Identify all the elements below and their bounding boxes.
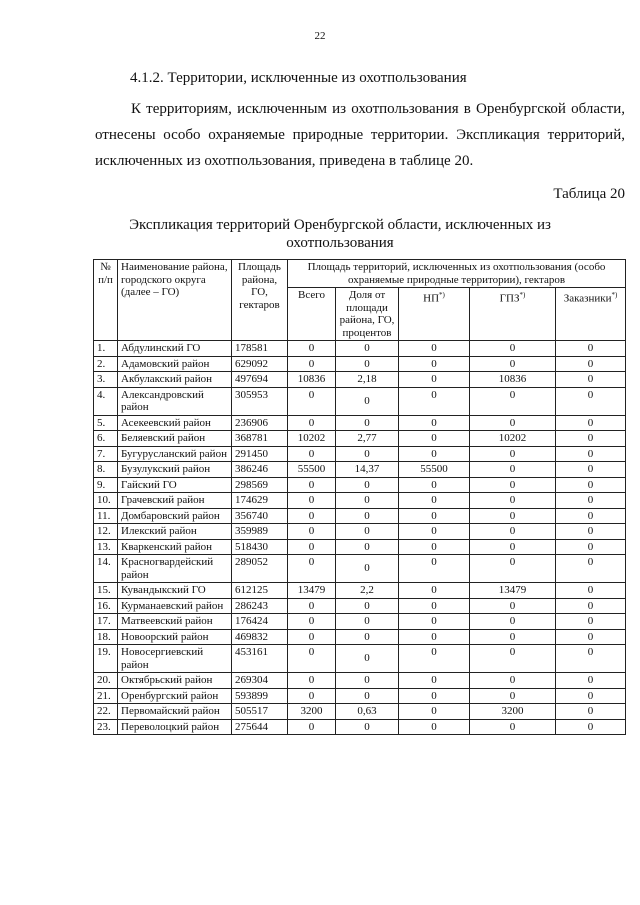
zakazniki-cell: 0 bbox=[556, 508, 626, 524]
district-name-cell: Гайский ГО bbox=[118, 477, 232, 493]
gpz-cell: 0 bbox=[470, 598, 556, 614]
gpz-cell: 0 bbox=[470, 629, 556, 645]
share-cell: 0 bbox=[336, 493, 399, 509]
total-area-cell: 0 bbox=[288, 387, 336, 415]
header-total: Всего bbox=[288, 288, 336, 341]
row-number-cell: 3. bbox=[94, 372, 118, 388]
zakazniki-cell: 0 bbox=[556, 704, 626, 720]
header-zak-label: Заказники bbox=[563, 292, 612, 305]
total-area-cell: 0 bbox=[288, 446, 336, 462]
total-area-cell: 0 bbox=[288, 493, 336, 509]
share-cell: 2,77 bbox=[336, 431, 399, 447]
share-cell: 0 bbox=[336, 614, 399, 630]
total-area-cell: 0 bbox=[288, 539, 336, 555]
total-area-cell: 0 bbox=[288, 688, 336, 704]
district-area-cell: 368781 bbox=[232, 431, 288, 447]
zakazniki-cell: 0 bbox=[556, 719, 626, 735]
share-cell: 0 bbox=[336, 673, 399, 689]
district-area-cell: 612125 bbox=[232, 583, 288, 599]
gpz-cell: 0 bbox=[470, 508, 556, 524]
share-cell: 0 bbox=[336, 688, 399, 704]
zakazniki-cell: 0 bbox=[556, 341, 626, 357]
district-name-cell: Оренбургский район bbox=[118, 688, 232, 704]
header-np-footnote: *) bbox=[439, 291, 445, 299]
total-area-cell: 0 bbox=[288, 524, 336, 540]
total-area-cell: 0 bbox=[288, 341, 336, 357]
gpz-cell: 0 bbox=[470, 356, 556, 372]
row-number-cell: 23. bbox=[94, 719, 118, 735]
np-cell: 0 bbox=[399, 645, 470, 673]
district-area-cell: 593899 bbox=[232, 688, 288, 704]
total-area-cell: 0 bbox=[288, 629, 336, 645]
row-number-cell: 15. bbox=[94, 583, 118, 599]
total-area-cell: 0 bbox=[288, 645, 336, 673]
share-cell: 0 bbox=[336, 415, 399, 431]
share-cell: 14,37 bbox=[336, 462, 399, 478]
share-cell: 0 bbox=[336, 341, 399, 357]
zakazniki-cell: 0 bbox=[556, 446, 626, 462]
share-cell: 0 bbox=[336, 539, 399, 555]
district-name-cell: Домбаровский район bbox=[118, 508, 232, 524]
gpz-cell: 10202 bbox=[470, 431, 556, 447]
header-gpz-footnote: *) bbox=[519, 291, 526, 299]
np-cell: 0 bbox=[399, 524, 470, 540]
np-cell: 0 bbox=[399, 688, 470, 704]
np-cell: 0 bbox=[399, 673, 470, 689]
np-cell: 0 bbox=[399, 341, 470, 357]
table-row bbox=[94, 614, 626, 630]
np-cell: 0 bbox=[399, 508, 470, 524]
header-share: Доля от площади района, ГО, процентов bbox=[336, 288, 399, 341]
row-number-cell: 6. bbox=[94, 431, 118, 447]
row-number-cell: 7. bbox=[94, 446, 118, 462]
district-name-cell: Александровский район bbox=[118, 387, 232, 415]
total-area-cell: 0 bbox=[288, 719, 336, 735]
header-name: Наименование района, городского округа (далее – ГО) bbox=[118, 260, 232, 341]
zakazniki-cell: 0 bbox=[556, 493, 626, 509]
row-number-cell: 21. bbox=[94, 688, 118, 704]
district-name-cell: Новосергиевский район bbox=[118, 645, 232, 673]
table-row bbox=[94, 415, 626, 431]
table-row bbox=[94, 719, 626, 735]
header-zak-footnote: *) bbox=[611, 291, 618, 299]
district-name-cell: Кувандыкский ГО bbox=[118, 583, 232, 599]
table-row bbox=[94, 372, 626, 388]
share-cell: 0 bbox=[336, 629, 399, 645]
gpz-cell: 0 bbox=[470, 477, 556, 493]
zakazniki-cell: 0 bbox=[556, 688, 626, 704]
table-row bbox=[94, 598, 626, 614]
district-name-cell: Новоорский район bbox=[118, 629, 232, 645]
row-number-cell: 17. bbox=[94, 614, 118, 630]
row-number-cell: 8. bbox=[94, 462, 118, 478]
district-name-cell: Кваркенский район bbox=[118, 539, 232, 555]
row-number-cell: 11. bbox=[94, 508, 118, 524]
district-name-cell: Абдулинский ГО bbox=[118, 341, 232, 357]
district-area-cell: 359989 bbox=[232, 524, 288, 540]
total-area-cell: 55500 bbox=[288, 462, 336, 478]
zakazniki-cell: 0 bbox=[556, 539, 626, 555]
row-number-cell: 1. bbox=[94, 341, 118, 357]
district-name-cell: Октябрьский район bbox=[118, 673, 232, 689]
district-area-cell: 356740 bbox=[232, 508, 288, 524]
table-row bbox=[94, 583, 626, 599]
table-row bbox=[94, 645, 626, 673]
district-name-cell: Илекский район bbox=[118, 524, 232, 540]
zakazniki-cell: 0 bbox=[556, 431, 626, 447]
district-area-cell: 505517 bbox=[232, 704, 288, 720]
share-cell: 0 bbox=[336, 446, 399, 462]
total-area-cell: 0 bbox=[288, 555, 336, 583]
zakazniki-cell: 0 bbox=[556, 673, 626, 689]
district-area-cell: 386246 bbox=[232, 462, 288, 478]
zakazniki-cell: 0 bbox=[556, 387, 626, 415]
table-label: Таблица 20 bbox=[553, 186, 625, 202]
np-cell: 0 bbox=[399, 415, 470, 431]
total-area-cell: 0 bbox=[288, 614, 336, 630]
total-area-cell: 0 bbox=[288, 415, 336, 431]
row-number-cell: 14. bbox=[94, 555, 118, 583]
header-np bbox=[399, 288, 470, 341]
row-number-cell: 5. bbox=[94, 415, 118, 431]
table-row bbox=[94, 387, 626, 415]
table-title: Экспликация территорий Оренбургской области, исключенных из охотпользования bbox=[129, 217, 551, 251]
np-cell: 0 bbox=[399, 356, 470, 372]
table-row bbox=[94, 356, 626, 372]
gpz-cell: 0 bbox=[470, 524, 556, 540]
district-area-cell: 497694 bbox=[232, 372, 288, 388]
share-cell: 0 bbox=[336, 356, 399, 372]
row-number-cell: 13. bbox=[94, 539, 118, 555]
row-number-cell: 10. bbox=[94, 493, 118, 509]
share-cell: 0,63 bbox=[336, 704, 399, 720]
table-row bbox=[94, 508, 626, 524]
share-cell: 0 bbox=[336, 645, 399, 673]
table-body bbox=[94, 341, 626, 735]
total-area-cell: 13479 bbox=[288, 583, 336, 599]
expliсation-table bbox=[93, 259, 626, 735]
district-name-cell: Курманаевский район bbox=[118, 598, 232, 614]
np-cell: 0 bbox=[399, 614, 470, 630]
gpz-cell: 0 bbox=[470, 688, 556, 704]
district-name-cell: Грачевский район bbox=[118, 493, 232, 509]
row-number-cell: 2. bbox=[94, 356, 118, 372]
district-area-cell: 298569 bbox=[232, 477, 288, 493]
total-area-cell: 10836 bbox=[288, 372, 336, 388]
zakazniki-cell: 0 bbox=[556, 583, 626, 599]
gpz-cell: 0 bbox=[470, 673, 556, 689]
row-number-cell: 22. bbox=[94, 704, 118, 720]
share-cell: 2,18 bbox=[336, 372, 399, 388]
table-row bbox=[94, 629, 626, 645]
total-area-cell: 0 bbox=[288, 598, 336, 614]
gpz-cell: 0 bbox=[470, 614, 556, 630]
np-cell: 0 bbox=[399, 431, 470, 447]
total-area-cell: 0 bbox=[288, 508, 336, 524]
district-area-cell: 176424 bbox=[232, 614, 288, 630]
row-number-cell: 18. bbox=[94, 629, 118, 645]
zakazniki-cell: 0 bbox=[556, 462, 626, 478]
np-cell: 0 bbox=[399, 539, 470, 555]
np-cell: 0 bbox=[399, 477, 470, 493]
table-row bbox=[94, 524, 626, 540]
header-zak bbox=[556, 288, 626, 341]
np-cell: 0 bbox=[399, 629, 470, 645]
np-cell: 0 bbox=[399, 555, 470, 583]
district-name-cell: Акбулакский район bbox=[118, 372, 232, 388]
table-row bbox=[94, 446, 626, 462]
district-area-cell: 291450 bbox=[232, 446, 288, 462]
district-area-cell: 236906 bbox=[232, 415, 288, 431]
gpz-cell: 0 bbox=[470, 493, 556, 509]
district-area-cell: 305953 bbox=[232, 387, 288, 415]
np-cell: 0 bbox=[399, 372, 470, 388]
row-number-cell: 12. bbox=[94, 524, 118, 540]
district-area-cell: 469832 bbox=[232, 629, 288, 645]
table-row bbox=[94, 704, 626, 720]
gpz-cell: 0 bbox=[470, 719, 556, 735]
zakazniki-cell: 0 bbox=[556, 645, 626, 673]
np-cell: 0 bbox=[399, 583, 470, 599]
np-cell: 0 bbox=[399, 704, 470, 720]
gpz-cell: 10836 bbox=[470, 372, 556, 388]
gpz-cell: 3200 bbox=[470, 704, 556, 720]
zakazniki-cell: 0 bbox=[556, 629, 626, 645]
np-cell: 0 bbox=[399, 446, 470, 462]
row-number-cell: 4. bbox=[94, 387, 118, 415]
gpz-cell: 13479 bbox=[470, 583, 556, 599]
row-number-cell: 9. bbox=[94, 477, 118, 493]
district-area-cell: 629092 bbox=[232, 356, 288, 372]
np-cell: 0 bbox=[399, 493, 470, 509]
zakazniki-cell: 0 bbox=[556, 614, 626, 630]
gpz-cell: 0 bbox=[470, 555, 556, 583]
district-name-cell: Бугурусланский район bbox=[118, 446, 232, 462]
page-number: 22 bbox=[314, 30, 326, 42]
share-cell: 0 bbox=[336, 387, 399, 415]
district-area-cell: 289052 bbox=[232, 555, 288, 583]
table-row bbox=[94, 341, 626, 357]
gpz-cell: 0 bbox=[470, 341, 556, 357]
body-paragraph: К территориям, исключенным из охотпользования в Оренбургской области, отнесены особо охраняемые природные территории. Экспликация территорий, исключенных из охотпользования, приведена в таблице 20. bbox=[95, 101, 625, 169]
header-gpz bbox=[470, 288, 556, 341]
total-area-cell: 0 bbox=[288, 477, 336, 493]
gpz-cell: 0 bbox=[470, 539, 556, 555]
header-num: № п/п bbox=[94, 260, 118, 341]
table-row bbox=[94, 688, 626, 704]
district-name-cell: Адамовский район bbox=[118, 356, 232, 372]
district-name-cell: Первомайский район bbox=[118, 704, 232, 720]
zakazniki-cell: 0 bbox=[556, 555, 626, 583]
zakazniki-cell: 0 bbox=[556, 524, 626, 540]
district-area-cell: 286243 bbox=[232, 598, 288, 614]
district-area-cell: 453161 bbox=[232, 645, 288, 673]
gpz-cell: 0 bbox=[470, 645, 556, 673]
district-name-cell: Бузулукский район bbox=[118, 462, 232, 478]
zakazniki-cell: 0 bbox=[556, 477, 626, 493]
district-name-cell: Беляевский район bbox=[118, 431, 232, 447]
gpz-cell: 0 bbox=[470, 462, 556, 478]
share-cell: 0 bbox=[336, 555, 399, 583]
total-area-cell: 0 bbox=[288, 356, 336, 372]
section-heading: 4.1.2. Территории, исключенные из охотпользования bbox=[130, 70, 467, 86]
row-number-cell: 19. bbox=[94, 645, 118, 673]
table-row bbox=[94, 462, 626, 478]
share-cell: 0 bbox=[336, 477, 399, 493]
table-row bbox=[94, 431, 626, 447]
zakazniki-cell: 0 bbox=[556, 598, 626, 614]
header-np-label: НП bbox=[423, 292, 440, 305]
header-protected-area-group: Площадь территорий, исключенных из охотпользования (особо охраняемые природные территории), гектаров bbox=[288, 260, 626, 288]
zakazniki-cell: 0 bbox=[556, 356, 626, 372]
district-name-cell: Переволоцкий район bbox=[118, 719, 232, 735]
row-number-cell: 20. bbox=[94, 673, 118, 689]
np-cell: 0 bbox=[399, 387, 470, 415]
district-name-cell: Матвеевский район bbox=[118, 614, 232, 630]
header-gpz-label: ГПЗ bbox=[499, 292, 520, 305]
district-name-cell: Красногвардейский район bbox=[118, 555, 232, 583]
np-cell: 0 bbox=[399, 719, 470, 735]
table-row bbox=[94, 673, 626, 689]
gpz-cell: 0 bbox=[470, 415, 556, 431]
share-cell: 2,2 bbox=[336, 583, 399, 599]
zakazniki-cell: 0 bbox=[556, 372, 626, 388]
district-area-cell: 275644 bbox=[232, 719, 288, 735]
row-number-cell: 16. bbox=[94, 598, 118, 614]
district-area-cell: 174629 bbox=[232, 493, 288, 509]
np-cell: 0 bbox=[399, 598, 470, 614]
district-name-cell: Асекеевский район bbox=[118, 415, 232, 431]
gpz-cell: 0 bbox=[470, 446, 556, 462]
total-area-cell: 10202 bbox=[288, 431, 336, 447]
share-cell: 0 bbox=[336, 524, 399, 540]
table-row bbox=[94, 493, 626, 509]
table-row bbox=[94, 477, 626, 493]
zakazniki-cell: 0 bbox=[556, 415, 626, 431]
district-area-cell: 269304 bbox=[232, 673, 288, 689]
district-area-cell: 518430 bbox=[232, 539, 288, 555]
total-area-cell: 0 bbox=[288, 673, 336, 689]
gpz-cell: 0 bbox=[470, 387, 556, 415]
table-row bbox=[94, 539, 626, 555]
table-row bbox=[94, 555, 626, 583]
share-cell: 0 bbox=[336, 598, 399, 614]
share-cell: 0 bbox=[336, 719, 399, 735]
header-area: Площадь района, ГО, гектаров bbox=[232, 260, 288, 341]
total-area-cell: 3200 bbox=[288, 704, 336, 720]
share-cell: 0 bbox=[336, 508, 399, 524]
np-cell: 55500 bbox=[399, 462, 470, 478]
district-area-cell: 178581 bbox=[232, 341, 288, 357]
